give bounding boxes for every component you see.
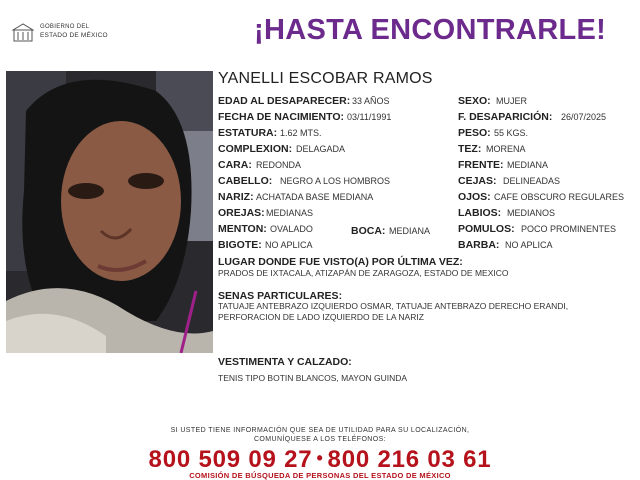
missing-person-photo <box>6 71 213 353</box>
phone-number-1[interactable]: 800 509 09 27 <box>148 446 313 473</box>
contact-info-line1: SI USTED TIENE INFORMACIÓN QUE SEA DE UTILIDAD PARA SU LOCALIZACIÓN, <box>170 427 470 434</box>
label-bigote: BIGOTE: <box>218 239 262 251</box>
clothing-title: VESTIMENTA Y CALZADO: <box>218 356 352 368</box>
value-tez: MORENA <box>486 144 526 154</box>
label-tez: TEZ: <box>458 143 482 155</box>
label-nariz: NARIZ: <box>218 191 254 203</box>
label-cejas: CEJAS: <box>458 175 497 187</box>
label-fecha-nacimiento: FECHA DE NACIMIENTO: <box>218 111 344 123</box>
marks-line1: TATUAJE ANTEBRAZO IZQUIERDO OSMAR, TATUAJE ANTEBRAZO DERECHO ERANDI, <box>218 301 569 311</box>
last-seen-text: PRADOS DE IXTACALA, ATIZAPÁN DE ZARAGOZA, ESTADO DE MEXICO <box>218 268 509 278</box>
contact-info-line2: COMUNÍQUESE A LOS TELÉFONOS: <box>253 436 387 443</box>
label-boca: BOCA: <box>351 225 386 237</box>
label-estatura: ESTATURA: <box>218 127 278 139</box>
headline: ¡HASTA ENCONTRARLE! <box>254 14 607 46</box>
label-pomulos: POMULOS: <box>458 223 515 235</box>
value-estatura: 1.62 MTS. <box>280 128 322 138</box>
value-nariz: ACHATADA BASE MEDIANA <box>256 192 374 202</box>
phone-numbers <box>0 446 640 474</box>
logo-text-line1: GOBIERNO DEL <box>40 24 90 30</box>
value-fecha-nacimiento: 03/11/1991 <box>347 112 392 122</box>
value-cara: REDONDA <box>256 160 302 170</box>
value-frente: MEDIANA <box>507 160 549 170</box>
value-peso: 55 KGS. <box>494 128 529 138</box>
value-boca: MEDIANA <box>389 226 431 236</box>
label-cara: CARA: <box>218 159 252 171</box>
label-edad: EDAD AL DESAPARECER: <box>218 95 351 107</box>
logo-text-line2: ESTADO DE MÉXICO <box>40 32 108 39</box>
value-pomulos: POCO PROMINENTES <box>521 224 617 234</box>
label-cabello: CABELLO: <box>218 175 273 187</box>
marks-line2: PERFORACION DE LADO IZQUIERDO DE LA NARIZ <box>218 312 424 322</box>
commission-name: COMISIÓN DE BÚSQUEDA DE PERSONAS DEL ESTADO DE MÉXICO <box>189 471 451 480</box>
value-labios: MEDIANOS <box>507 208 556 218</box>
last-seen-title: LUGAR DONDE FUE VISTO(A) POR ÚLTIMA VEZ: <box>218 256 463 268</box>
government-logo <box>12 22 122 44</box>
marks-title: SENAS PARTICULARES: <box>218 290 343 302</box>
label-peso: PESO: <box>458 127 491 139</box>
value-edad: 33 AÑOS <box>352 96 390 106</box>
phone-separator: • <box>316 448 324 468</box>
value-cejas: DELINEADAS <box>503 176 561 186</box>
value-orejas: MEDIANAS <box>266 208 314 218</box>
label-complexion: COMPLEXION: <box>218 143 293 155</box>
value-barba: NO APLICA <box>505 240 553 250</box>
value-complexion: DELAGADA <box>296 144 346 154</box>
state-seal-icon <box>12 22 34 42</box>
value-f-desaparicion: 26/07/2025 <box>561 112 607 122</box>
label-frente: FRENTE: <box>458 159 504 171</box>
portrait-illustration <box>6 71 213 353</box>
value-ojos: CAFE OBSCURO REGULARES <box>494 192 625 202</box>
label-menton: MENTON: <box>218 223 267 235</box>
clothing-text: TENIS TIPO BOTIN BLANCOS, MAYON GUINDA <box>218 373 408 383</box>
value-menton: OVALADO <box>270 224 313 234</box>
contact-info <box>0 426 640 444</box>
label-f-desaparicion: F. DESAPARICIÓN: <box>458 111 553 123</box>
person-name: YANELLI ESCOBAR RAMOS <box>218 70 433 87</box>
value-bigote: NO APLICA <box>265 240 313 250</box>
label-ojos: OJOS: <box>458 191 491 203</box>
value-sexo: MUJER <box>496 96 527 106</box>
label-orejas: OREJAS: <box>218 207 265 219</box>
value-cabello: NEGRO A LOS HOMBROS <box>280 176 391 186</box>
label-barba: BARBA: <box>458 239 500 251</box>
label-labios: LABIOS: <box>458 207 502 219</box>
phone-number-2[interactable]: 800 216 03 61 <box>327 446 492 473</box>
label-sexo: SEXO: <box>458 95 491 107</box>
